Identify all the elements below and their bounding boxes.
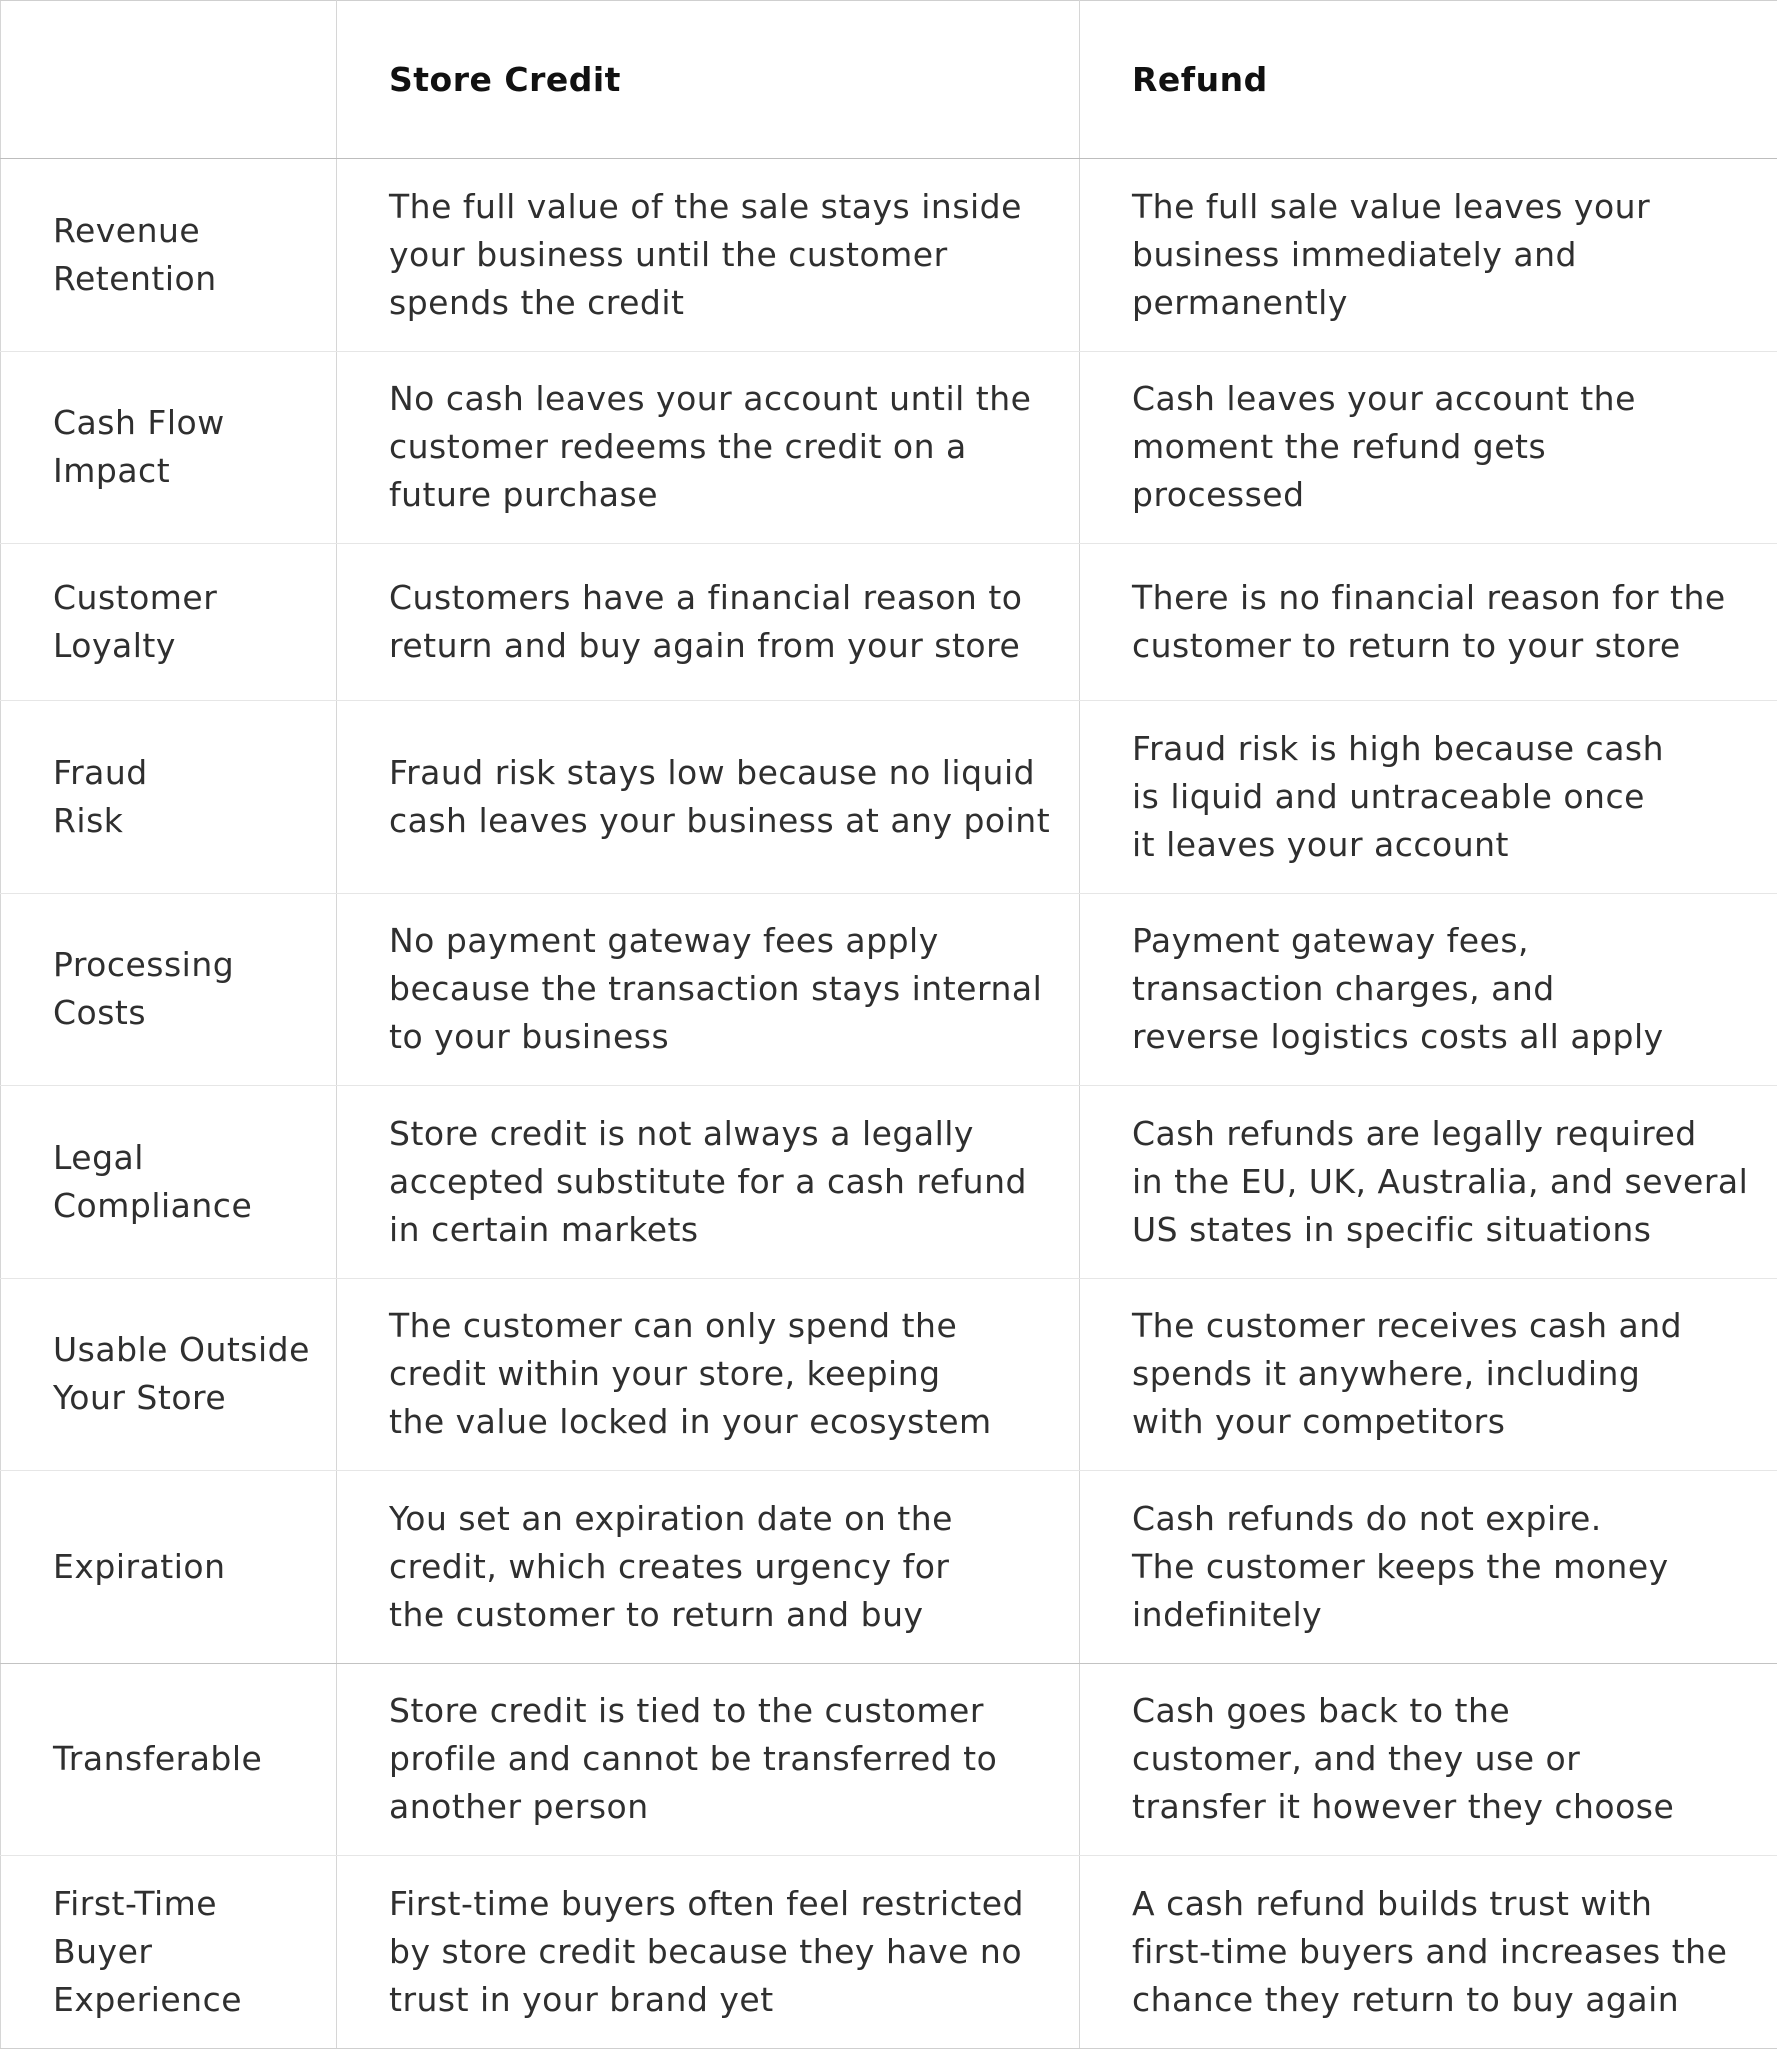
row-label: Fraud Risk: [1, 701, 337, 894]
header-refund: Refund: [1080, 1, 1777, 159]
table-row: [1, 1471, 1777, 1664]
refund-cell: Fraud risk is high because cash is liquid and untraceable once it leaves your account: [1080, 701, 1777, 894]
table-row: [1, 1278, 1777, 1471]
row-label: Processing Costs: [1, 893, 337, 1086]
refund-cell: There is no financial reason for the customer to return to your store: [1080, 544, 1777, 701]
store-credit-cell: First-time buyers often feel restricted by store credit because they have no trust in your brand yet: [337, 1856, 1080, 2049]
table-row: [1, 351, 1777, 544]
row-label: Usable Outside Your Store: [1, 1278, 337, 1471]
row-label: Legal Compliance: [1, 1086, 337, 1279]
store-credit-cell: The full value of the sale stays inside your business until the customer spends the credit: [337, 159, 1080, 352]
store-credit-cell: You set an expiration date on the credit, which creates urgency for the customer to return and buy: [337, 1471, 1080, 1664]
table-row: [1, 701, 1777, 894]
refund-cell: The full sale value leaves your business immediately and permanently: [1080, 159, 1777, 352]
row-label: Customer Loyalty: [1, 544, 337, 701]
store-credit-cell: Store credit is tied to the customer profile and cannot be transferred to another person: [337, 1663, 1080, 1856]
store-credit-cell: Fraud risk stays low because no liquid cash leaves your business at any point: [337, 701, 1080, 894]
header-store-credit: Store Credit: [337, 1, 1080, 159]
refund-cell: A cash refund builds trust with first-time buyers and increases the chance they return to buy again: [1080, 1856, 1777, 2049]
table-row: [1, 893, 1777, 1086]
row-label: First-Time Buyer Experience: [1, 1856, 337, 2049]
store-credit-cell: No cash leaves your account until the customer redeems the credit on a future purchase: [337, 351, 1080, 544]
refund-cell: Cash goes back to the customer, and they use or transfer it however they choose: [1080, 1663, 1777, 1856]
row-label: Revenue Retention: [1, 159, 337, 352]
store-credit-cell: Customers have a financial reason to return and buy again from your store: [337, 544, 1080, 701]
refund-cell: Cash refunds are legally required in the EU, UK, Australia, and several US states in specific situations: [1080, 1086, 1777, 1279]
refund-cell: Cash leaves your account the moment the refund gets processed: [1080, 351, 1777, 544]
header-row: [1, 1, 1777, 159]
table-row: [1, 1856, 1777, 2049]
store-credit-cell: No payment gateway fees apply because the transaction stays internal to your business: [337, 893, 1080, 1086]
store-credit-cell: Store credit is not always a legally accepted substitute for a cash refund in certain markets: [337, 1086, 1080, 1279]
table-row: [1, 159, 1777, 352]
refund-cell: The customer receives cash and spends it anywhere, including with your competitors: [1080, 1278, 1777, 1471]
table-row: [1, 1663, 1777, 1856]
table-row: [1, 1086, 1777, 1279]
row-label: Expiration: [1, 1471, 337, 1664]
refund-cell: Payment gateway fees, transaction charges, and reverse logistics costs all apply: [1080, 893, 1777, 1086]
refund-cell: Cash refunds do not expire. The customer keeps the money indefinitely: [1080, 1471, 1777, 1664]
store-credit-cell: The customer can only spend the credit within your store, keeping the value locked in your ecosystem: [337, 1278, 1080, 1471]
table-row: [1, 544, 1777, 701]
header-empty-cell: [1, 1, 337, 159]
row-label: Cash Flow Impact: [1, 351, 337, 544]
table-body: [1, 159, 1777, 2049]
row-label: Transferable: [1, 1663, 337, 1856]
